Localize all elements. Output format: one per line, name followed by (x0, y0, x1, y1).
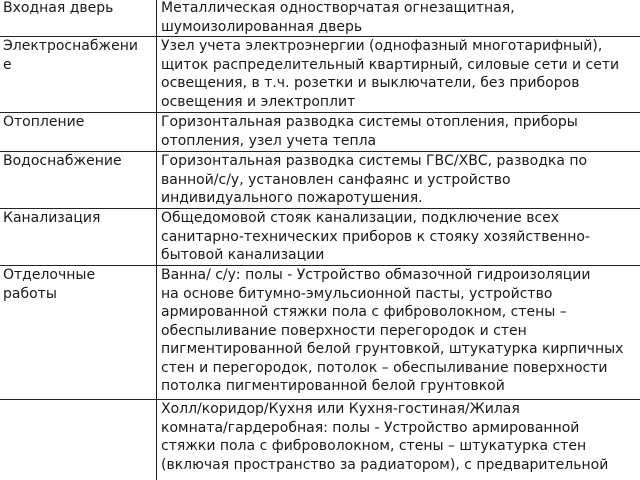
table-row (0, 0, 640, 37)
table-row (0, 152, 640, 209)
row-label: Отделочные работы (0, 266, 157, 400)
row-description: Ванна/ с/у: полы - Устройство обмазочной гидроизоляции на основе битумно-эмульсионной пасты, устройство армированной стяжки пола с фиброволокном, стены – обеспыливание поверхности перегородок и стен пигментированной белой грунтовкой, штукатурка кирпичных стен и перегородок, потолок – обеспыливание поверхности потолка пигментированной белой грунтовкой (157, 266, 640, 400)
row-description: Горизонтальная разводка системы ГВС/ХВС, разводка по ванной/с/у, установлен санфаянс и устройство индивидуального пожаротушения. (157, 152, 640, 209)
table-row (0, 400, 640, 480)
row-label: Входная дверь (0, 0, 157, 37)
table-row (0, 266, 640, 400)
table-row (0, 209, 640, 266)
table-row (0, 37, 640, 113)
table-row (0, 113, 640, 152)
row-label (0, 400, 157, 480)
row-description: Узел учета электроэнергии (однофазный многотарифный), щиток распределительный квартирный, силовые сети и сети освещения, в т.ч. розетки и выключатели, без приборов освещения и электроплит (157, 37, 640, 113)
row-description: Металлическая одностворчатая огнезащитная, шумоизолированная дверь (157, 0, 640, 37)
row-description: Холл/коридор/Кухня или Кухня-гостиная/Жилая комната/гардеробная: полы - Устройство армированной стяжки пола с фиброволокном, стены – штукатурка стен (включая пространство за радиатором), с предварительной (157, 400, 640, 480)
row-label: Водоснабжение (0, 152, 157, 209)
row-description: Общедомовой стояк канализации, подключение всех санитарно-технических приборов к стояку хозяйственно- бытовой канализации (157, 209, 640, 266)
row-label: Канализация (0, 209, 157, 266)
row-description: Горизонтальная разводка системы отопления, приборы отопления, узел учета тепла (157, 113, 640, 152)
row-label: Электроснабжени е (0, 37, 157, 113)
row-label: Отопление (0, 113, 157, 152)
